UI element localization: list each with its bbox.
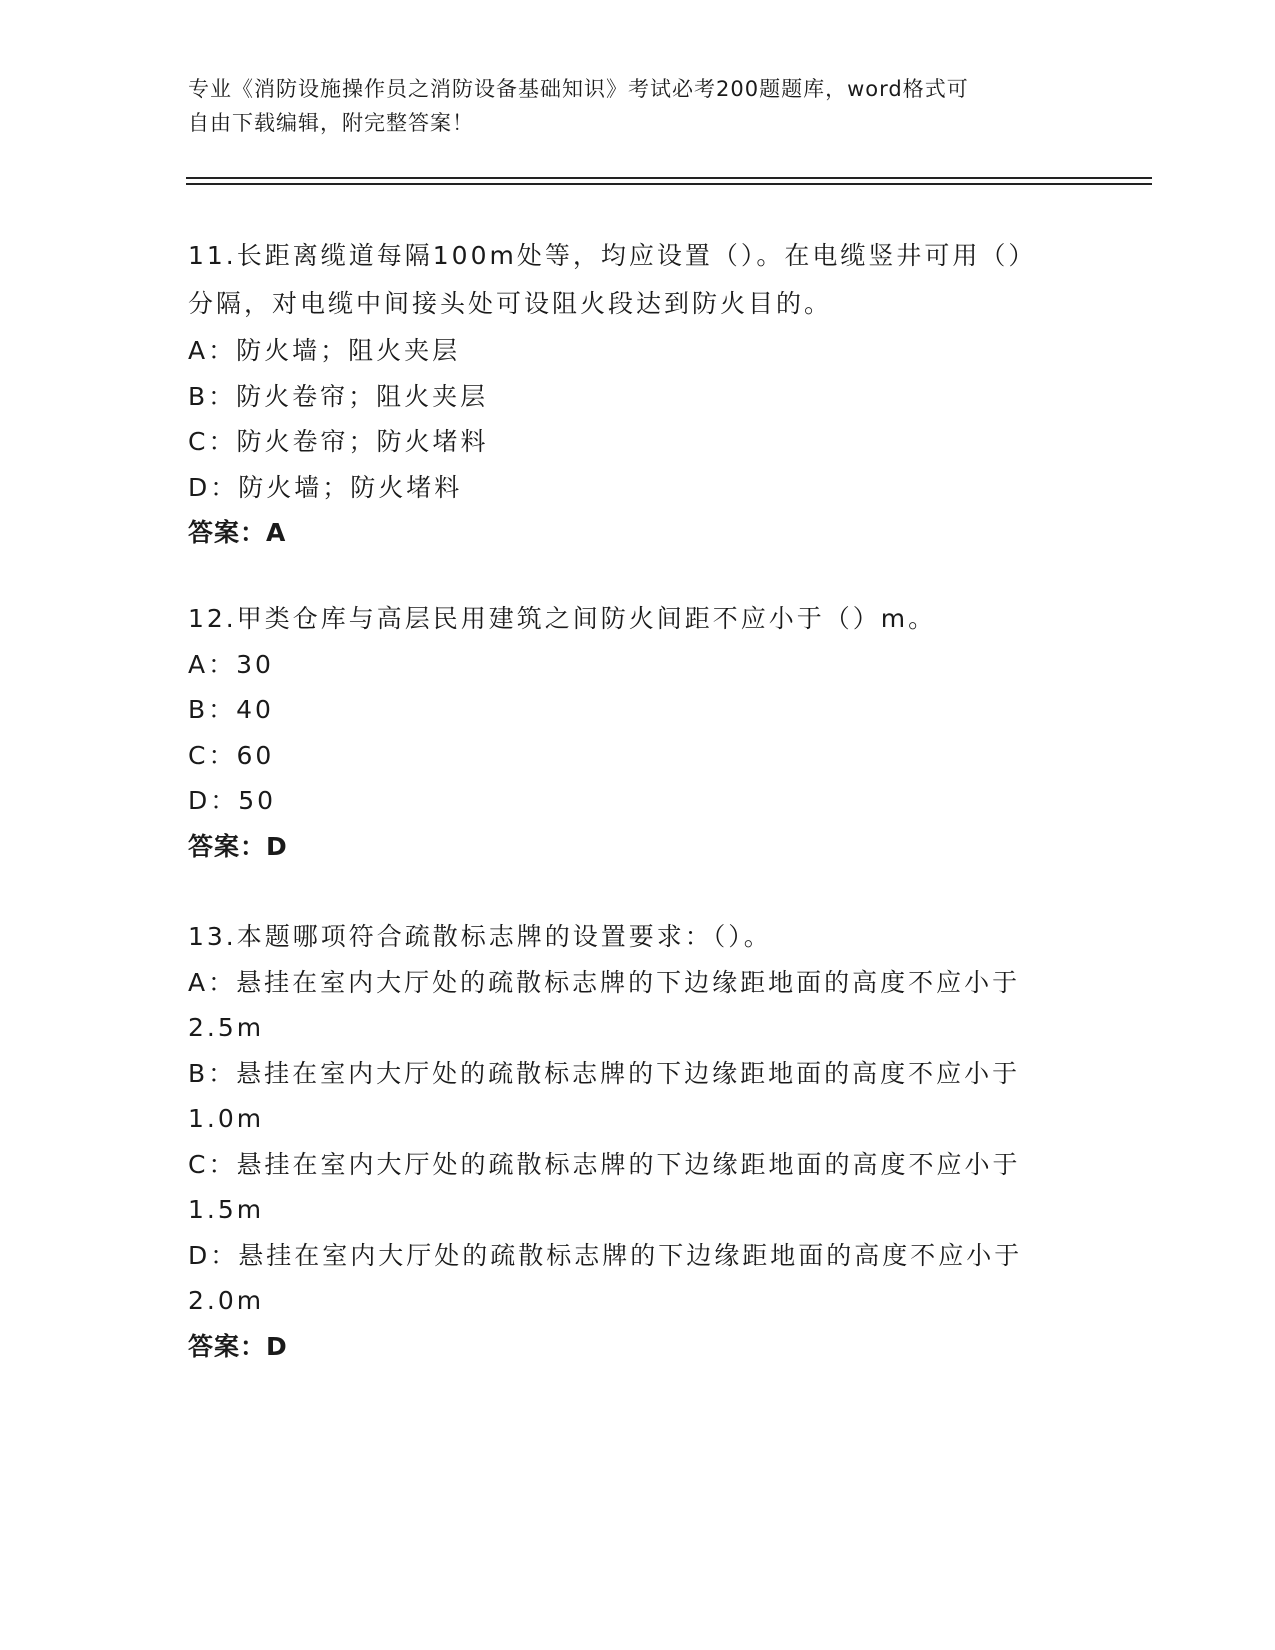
option-c: C：60 bbox=[188, 740, 275, 770]
option-b: B：40 bbox=[188, 695, 274, 724]
answer-line: 答案：A bbox=[188, 518, 287, 547]
question-11 bbox=[188, 232, 1068, 556]
option-a: A：悬挂在室内大厅处的疏散标志牌的下边缘距地面的高度不应小于2.5m bbox=[188, 967, 1021, 1042]
header-line-2: 自由下载编辑，附完整答案！ bbox=[188, 111, 474, 135]
header-divider-bottom bbox=[186, 183, 1152, 185]
header-line-1: 专业《消防设施操作员之消防设备基础知识》考试必考200题题库，word格式可 bbox=[188, 77, 969, 101]
answer-line: 答案：D bbox=[188, 831, 288, 861]
document-header bbox=[188, 72, 1068, 140]
question-12 bbox=[188, 596, 1068, 869]
question-stem: 11.长距离缆道每隔100m处等，均应设置（）。在电缆竖井可用（）分隔，对电缆中间接头处可设阻火段达到防火目的。 bbox=[188, 241, 1037, 318]
question-13 bbox=[188, 914, 1068, 1369]
option-d: D：悬挂在室内大厅处的疏散标志牌的下边缘距地面的高度不应小于2.0m bbox=[188, 1240, 1023, 1315]
question-stem: 12.甲类仓库与高层民用建筑之间防火间距不应小于（）m。 bbox=[188, 604, 937, 633]
option-b: B：防火卷帘；阻火夹层 bbox=[188, 381, 489, 411]
question-stem: 13.本题哪项符合疏散标志牌的设置要求：（）。 bbox=[188, 922, 772, 951]
option-a: A：30 bbox=[188, 649, 274, 679]
option-b: B：悬挂在室内大厅处的疏散标志牌的下边缘距地面的高度不应小于1.0m bbox=[188, 1058, 1021, 1133]
option-d: D：防火墙；防火堵料 bbox=[188, 472, 463, 502]
option-d: D：50 bbox=[188, 786, 277, 815]
answer-line: 答案：D bbox=[188, 1331, 288, 1361]
option-a: A：防火墙；阻火夹层 bbox=[188, 336, 461, 365]
option-c: C：防火卷帘；防火堵料 bbox=[188, 427, 489, 456]
header-divider-top bbox=[186, 177, 1152, 179]
option-c: C：悬挂在室内大厅处的疏散标志牌的下边缘距地面的高度不应小于1.5m bbox=[188, 1149, 1021, 1224]
